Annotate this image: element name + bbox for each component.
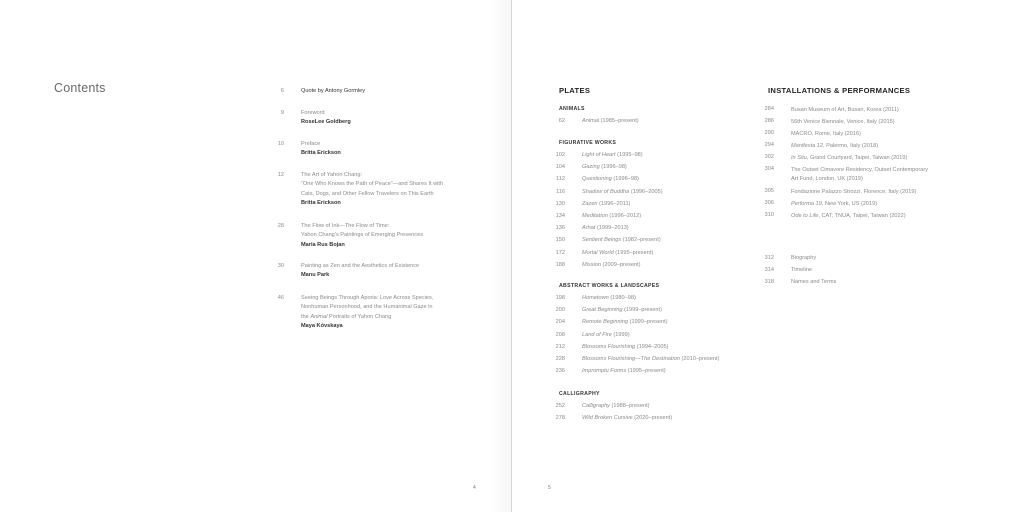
contents-entry-title: Seeing Beings Through Aporia: Love Across Species, (301, 295, 434, 301)
plate-entry[interactable] (551, 307, 771, 317)
plate-years: (1999–present) (629, 319, 668, 326)
plate-title: Wild Broken Cursive (582, 415, 633, 422)
installation-page-number: 305 (764, 188, 774, 194)
contents-entry-text (301, 87, 471, 96)
plate-entry[interactable] (551, 403, 771, 413)
plate-page-number: 112 (556, 176, 565, 183)
plate-page-number: 102 (555, 152, 565, 158)
plate-page-number: 228 (555, 356, 565, 362)
plate-entry[interactable] (551, 415, 771, 425)
plate-entry[interactable] (551, 152, 771, 162)
contents-entry-author: Britta Erickson (301, 150, 341, 157)
plate-title: Blossoms Flourishing (582, 343, 636, 350)
plate-entry[interactable] (551, 164, 771, 174)
plate-years: (1999) (613, 331, 630, 338)
installation-title: Busan Museum of Art, Busan, Korea (2011) (791, 107, 899, 113)
installation-title: The Outset Cimavore Residency, Outset Contemporary (791, 167, 928, 173)
plate-title: Meditation (582, 213, 608, 219)
gutter-shadow (490, 0, 511, 512)
contents-page-number: 6 (280, 88, 284, 94)
plate-title: Sentient Beings (582, 237, 622, 244)
installation-page-number: 310 (764, 212, 774, 218)
installations-heading: INSTALLATIONS & PERFORMANCES (768, 86, 911, 95)
contents-entry-text (301, 109, 471, 128)
plate-page-number: 104 (555, 164, 565, 171)
installation-page-number: 294 (764, 142, 774, 148)
contents-entry-title: “One Who Knows the Path of Peace”—and Shares It with (301, 181, 444, 188)
contents-entry-title: Foreword (301, 110, 325, 116)
plate-title: Remote Beginning (582, 319, 629, 326)
contents-entry-text (301, 222, 471, 250)
plate-title: Mission (582, 261, 601, 268)
page-number-left: 4 (473, 485, 476, 491)
plate-entry[interactable] (551, 295, 771, 305)
plate-page-number: 212 (555, 343, 565, 350)
contents-entry-title: Quote by Antony Gormley (301, 88, 366, 94)
plate-years: (2009–present) (602, 261, 641, 268)
contents-page-number: 28 (277, 223, 284, 229)
back-matter-page-number: 312 (764, 255, 774, 261)
plate-years: (1980–98) (610, 295, 636, 301)
page-number-right: 5 (548, 485, 551, 491)
installation-page-number: 302 (764, 154, 774, 160)
installation-page-number: 284 (764, 106, 774, 112)
contents-entry-title: Preface (301, 141, 321, 147)
plate-page-number: 278 (555, 415, 565, 422)
plate-years: (2010–present) (681, 356, 720, 362)
plate-page-number: 150 (555, 237, 565, 244)
plate-page-number: 252 (555, 403, 565, 409)
plate-page-number: 134 (555, 213, 565, 219)
right-page (512, 0, 1024, 512)
installation-page-number: 286 (764, 118, 774, 124)
plate-title: Arhat (582, 225, 596, 232)
contents-entry-title: The Art of Yahon Chang: (301, 172, 363, 178)
plates-category-heading: ABSTRACT WORKS & LANDSCAPES (559, 283, 660, 289)
plate-page-number: 116 (556, 188, 565, 195)
contents-title: Contents (54, 81, 106, 95)
installation-title: 56th Venice Biennale, Venice, Italy (2015) (791, 119, 895, 125)
plate-entry[interactable] (551, 225, 771, 235)
plate-title: Hometown (582, 295, 609, 301)
plate-entry[interactable] (551, 237, 771, 247)
plate-page-number: 172 (555, 249, 565, 256)
contents-page-number: 30 (277, 263, 284, 269)
contents-page-number: 9 (280, 110, 284, 116)
contents-page-number: 12 (277, 172, 284, 178)
plate-page-number: 136 (555, 225, 565, 232)
plate-title: Great Beginning (582, 307, 623, 314)
plate-entry[interactable] (551, 344, 771, 354)
plate-years: (1996–2012) (609, 213, 642, 219)
plate-entry[interactable] (551, 189, 771, 199)
plate-entry[interactable] (551, 368, 771, 378)
installation-title: Art Fund, London, UK (2019) (791, 176, 863, 183)
plate-title: Impromptu Forms (582, 368, 627, 375)
back-matter-entry[interactable] (760, 279, 960, 289)
plate-years: (1995–98) (617, 152, 643, 158)
plate-years: (1988–present) (611, 403, 650, 409)
contents-entry-author: RoseLee Goldberg (301, 119, 351, 126)
plate-page-number: 188 (555, 261, 565, 268)
plate-entry[interactable] (551, 118, 771, 128)
plate-title: Light of Heart (582, 152, 616, 158)
plate-years: (1999–present) (624, 307, 662, 314)
plate-years: (1996–98) (601, 164, 627, 171)
installation-title: Fondazione Palazzo Strozzi, Florence, Italy (2019) (791, 189, 917, 195)
plate-title: Animal (582, 118, 600, 124)
contents-entry-author: Maya Kóvskaya (301, 323, 343, 330)
contents-entry-title: The Flow of Ink—The Flow of Time: (301, 223, 390, 229)
plate-page-number: 62 (558, 118, 565, 124)
plate-title: Calligraphy (582, 403, 610, 409)
installation-page-number: 306 (764, 200, 774, 206)
plate-entry[interactable] (551, 262, 771, 272)
plate-title: Land of Fire (582, 331, 612, 338)
plate-title: Zazen (582, 200, 598, 207)
contents-entry-author: Britta Erickson (301, 200, 341, 207)
plate-page-number: 198 (555, 295, 565, 301)
installation-title: Ode to Life, CAT, TNUA, Taipei, Taiwan (2022) (791, 213, 906, 219)
plate-years: (2020–present) (634, 415, 673, 422)
back-matter-title: Names and Terms (791, 279, 837, 285)
back-matter-title: Biography (791, 255, 817, 261)
contents-entry-title: the Animal Portraits of Yahon Chang (301, 313, 392, 320)
plate-entry[interactable] (551, 319, 771, 329)
plates-heading: PLATES (559, 86, 591, 95)
plate-title: Mortal World (582, 249, 614, 256)
contents-entry-title: Cats, Dogs, and Other Fellow Travelers on This Earth (301, 190, 434, 197)
back-matter-page-number: 314 (764, 267, 774, 273)
plate-years: (1999–2013) (596, 225, 629, 232)
contents-entry-author: Manu Park (301, 272, 330, 279)
plate-title: Blossoms Flourishing—The Destination (582, 356, 680, 362)
plate-entry[interactable] (551, 356, 771, 366)
installation-page-number: 304 (764, 166, 774, 172)
plate-page-number: 130 (555, 200, 565, 207)
plate-entry[interactable] (551, 176, 771, 186)
plate-title: Shadow of Buddha (582, 188, 630, 195)
plate-entry[interactable] (551, 250, 771, 260)
plate-entry[interactable] (551, 213, 771, 223)
contents-entry-author: Maria Rus Bojan (301, 241, 345, 248)
plate-page-number: 236 (555, 368, 565, 375)
installation-entry[interactable] (760, 212, 990, 232)
contents-entry-text (301, 140, 471, 159)
plate-years: (1985–present) (600, 118, 639, 124)
back-matter-page-number: 318 (764, 279, 774, 285)
installation-entry[interactable] (760, 166, 990, 186)
installation-title: Manifesta 12, Palermo, Italy (2018) (791, 143, 879, 149)
installation-title: Performa 19, New York, US (2019) (791, 201, 878, 207)
back-matter-title: Timeline (791, 267, 812, 273)
plate-page-number: 200 (555, 307, 565, 314)
plate-page-number: 208 (555, 331, 565, 338)
contents-entry-title: Nonhuman Personhood, and the Humanimal Gaze in (301, 304, 433, 311)
contents-entry-title: Painting as Zen and the Aesthetics of Existence (301, 263, 420, 269)
back-matter-entry[interactable] (760, 267, 960, 277)
plate-years: (1994–2005) (636, 343, 669, 350)
contents-entry-text (301, 262, 471, 281)
installation-title: MACRO, Rome, Italy (2016) (791, 131, 861, 137)
contents-entry-text (301, 294, 471, 332)
installation-title: In Situ, Grand Courtyard, Taipei, Taiwan (2019) (791, 155, 908, 161)
plate-title: Questioning (582, 176, 612, 183)
plates-category-heading: CALLIGRAPHY (559, 391, 600, 397)
plates-category-heading: FIGURATIVE WORKS (559, 140, 617, 146)
back-matter-entry[interactable] (760, 255, 960, 265)
plate-years: (1996–2011) (599, 200, 631, 207)
left-page (0, 0, 511, 512)
plate-years: (1995–present) (615, 249, 654, 256)
plate-years: (1995–present) (627, 368, 666, 375)
installation-page-number: 290 (764, 130, 774, 136)
plate-entry[interactable] (551, 201, 771, 211)
contents-entry-text (301, 171, 471, 209)
contents-page-number: 10 (277, 141, 284, 147)
contents-entry-title: Yahon Chang’s Paintings of Emerging Presences (301, 232, 423, 239)
plate-title: Gazing (582, 164, 600, 171)
plate-years: (1996–98) (613, 176, 639, 183)
plates-category-heading: ANIMALS (559, 106, 585, 112)
plate-page-number: 204 (555, 319, 565, 326)
contents-page-number: 46 (277, 295, 284, 301)
plate-years: (1996–2005) (630, 188, 663, 195)
plate-entry[interactable] (551, 332, 771, 342)
plate-years: (1982–present) (622, 237, 661, 244)
